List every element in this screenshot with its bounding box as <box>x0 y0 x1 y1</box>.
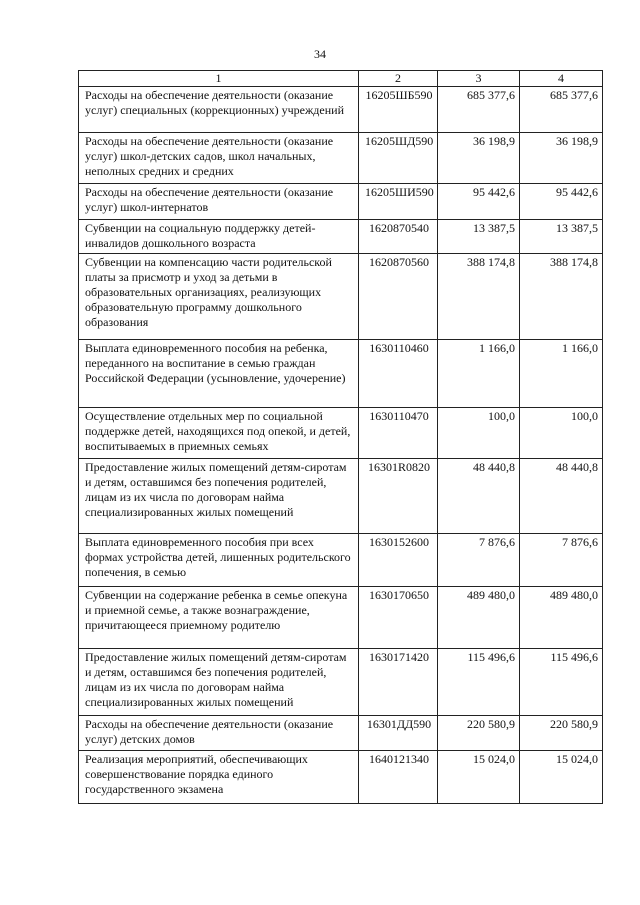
row-name: Предоставление жилых помещений детям-сиротам и детям, оставшимся без попечения родителей, лицам из их числа по договорам найма специализированных жилых помещений <box>79 459 359 534</box>
table-row <box>79 220 603 254</box>
row-value-3: 13 387,5 <box>438 220 520 254</box>
header-col-1: 1 <box>79 71 359 87</box>
row-value-3: 1 166,0 <box>438 340 520 408</box>
row-value-4: 95 442,6 <box>520 184 603 220</box>
header-col-3: 3 <box>438 71 520 87</box>
row-name: Выплата единовременного пособия на ребенка, переданного на воспитание в семью граждан Российской Федерации (усыновление, удочерение) <box>79 340 359 408</box>
table-row <box>79 459 603 534</box>
row-code: 16301R0820 <box>359 459 438 534</box>
page-number: 34 <box>314 47 326 61</box>
row-value-4: 36 198,9 <box>520 133 603 184</box>
row-name: Субвенции на социальную поддержку детей-инвалидов дошкольного возраста <box>79 220 359 254</box>
row-name: Расходы на обеспечение деятельности (оказание услуг) детских домов <box>79 716 359 751</box>
row-value-3: 489 480,0 <box>438 587 520 649</box>
row-value-4: 13 387,5 <box>520 220 603 254</box>
table-row <box>79 87 603 133</box>
row-name: Выплата единовременного пособия при всех формах устройства детей, лишенных родительского попечения, в семью <box>79 534 359 587</box>
row-value-3: 95 442,6 <box>438 184 520 220</box>
row-value-4: 100,0 <box>520 408 603 459</box>
row-code: 16301ДД590 <box>359 716 438 751</box>
row-value-4: 1 166,0 <box>520 340 603 408</box>
row-value-4: 685 377,6 <box>520 87 603 133</box>
row-code: 16205ШБ590 <box>359 87 438 133</box>
table-row <box>79 254 603 340</box>
row-value-4: 388 174,8 <box>520 254 603 340</box>
row-code: 16205ШД590 <box>359 133 438 184</box>
table-row <box>79 408 603 459</box>
row-value-3: 7 876,6 <box>438 534 520 587</box>
row-name: Осуществление отдельных мер по социальной поддержке детей, находящихся под опекой, и детей, воспитываемых в приемных семьях <box>79 408 359 459</box>
table-row <box>79 534 603 587</box>
row-value-3: 36 198,9 <box>438 133 520 184</box>
row-code: 1630152600 <box>359 534 438 587</box>
row-name: Расходы на обеспечение деятельности (оказание услуг) специальных (коррекционных) учреждений <box>79 87 359 133</box>
row-value-4: 48 440,8 <box>520 459 603 534</box>
row-code: 1630110470 <box>359 408 438 459</box>
table-header-row <box>79 71 603 87</box>
table-row <box>79 751 603 804</box>
row-value-4: 489 480,0 <box>520 587 603 649</box>
row-code: 1620870540 <box>359 220 438 254</box>
row-value-4: 15 024,0 <box>520 751 603 804</box>
table-row <box>79 587 603 649</box>
row-value-3: 100,0 <box>438 408 520 459</box>
table-row <box>79 716 603 751</box>
table-row <box>79 184 603 220</box>
row-name: Субвенции на содержание ребенка в семье опекуна и приемной семье, а также вознаграждение, причитающееся приемному родителю <box>79 587 359 649</box>
row-name: Субвенции на компенсацию части родительской платы за присмотр и уход за детьми в образовательных организациях, реализующих образовательную программу дошкольного образования <box>79 254 359 340</box>
row-value-4: 7 876,6 <box>520 534 603 587</box>
row-code: 16205ШИ590 <box>359 184 438 220</box>
row-name: Предоставление жилых помещений детям-сиротам и детям, оставшимся без попечения родителей, лицам из их числа по договорам найма специализированных жилых помещений <box>79 649 359 716</box>
table-row <box>79 649 603 716</box>
table-row <box>79 340 603 408</box>
header-col-4: 4 <box>520 71 603 87</box>
row-code: 1630110460 <box>359 340 438 408</box>
row-value-3: 685 377,6 <box>438 87 520 133</box>
row-code: 1630171420 <box>359 649 438 716</box>
row-code: 1620870560 <box>359 254 438 340</box>
row-name: Реализация мероприятий, обеспечивающих совершенствование порядка единого государственного экзамена <box>79 751 359 804</box>
row-value-3: 220 580,9 <box>438 716 520 751</box>
row-value-4: 115 496,6 <box>520 649 603 716</box>
row-code: 1630170650 <box>359 587 438 649</box>
row-code: 1640121340 <box>359 751 438 804</box>
row-value-3: 115 496,6 <box>438 649 520 716</box>
header-col-2: 2 <box>359 71 438 87</box>
row-value-4: 220 580,9 <box>520 716 603 751</box>
row-name: Расходы на обеспечение деятельности (оказание услуг) школ-детских садов, школ начальных, неполных средних и средних <box>79 133 359 184</box>
row-value-3: 15 024,0 <box>438 751 520 804</box>
row-name: Расходы на обеспечение деятельности (оказание услуг) школ-интернатов <box>79 184 359 220</box>
budget-table <box>78 70 603 804</box>
row-value-3: 388 174,8 <box>438 254 520 340</box>
row-value-3: 48 440,8 <box>438 459 520 534</box>
table-row <box>79 133 603 184</box>
